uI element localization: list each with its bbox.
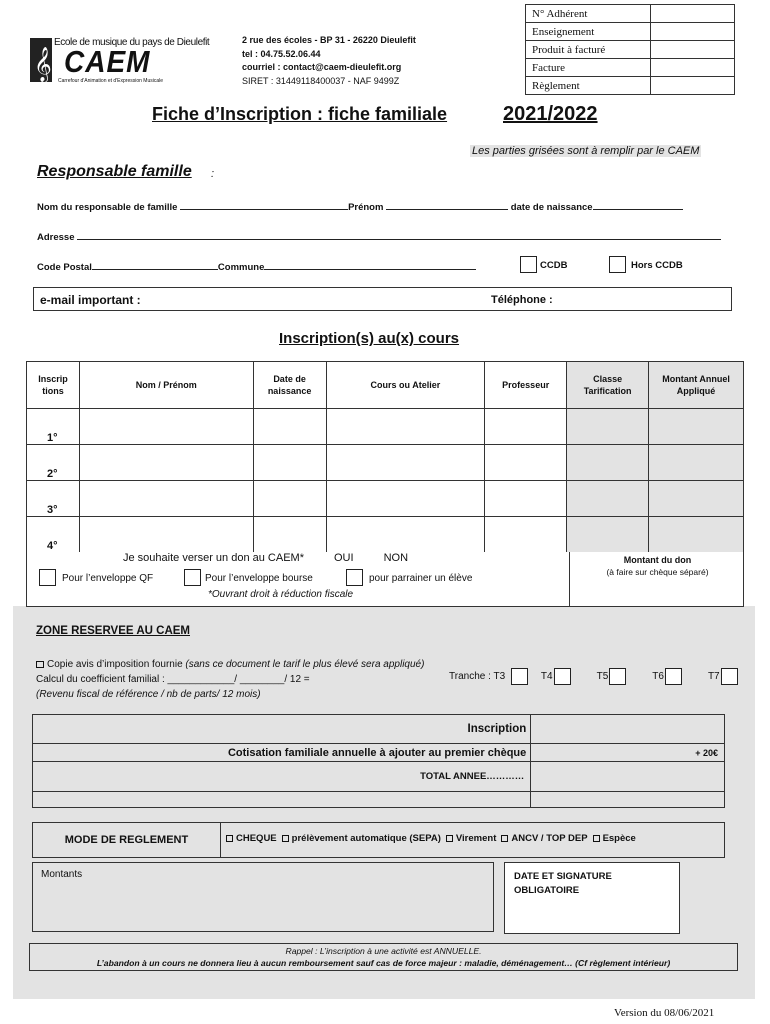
ccdb-checkbox[interactable] (520, 256, 537, 273)
table-cell[interactable] (485, 481, 567, 517)
admin-label: Règlement (526, 77, 651, 95)
admin-value (651, 5, 735, 23)
table-cell[interactable] (326, 481, 485, 517)
admin-value (651, 59, 735, 77)
tranche-label: T6 (652, 671, 664, 683)
row-nom: Nom du responsable de famille Prénom date de naissance (37, 200, 683, 213)
payment-modes (226, 833, 641, 844)
school-address: 2 rue des écoles - BP 31 - 26220 Dieulefit tel : 04.75.52.06.44 courriel : contact@caem-dieulefit.org SIRET : 31449118400037 - NAF 9499Z (242, 35, 416, 86)
admin-value (651, 41, 735, 59)
treble-clef-icon (30, 38, 54, 84)
admin-label: N° Adhérent (526, 5, 651, 23)
col-header: Inscrip tions (27, 362, 80, 409)
mode-label: Espèce (602, 833, 636, 844)
dob-field[interactable] (593, 200, 683, 210)
don-amount-cell (569, 552, 745, 606)
version-label: Version du 08/06/2021 (614, 1007, 715, 1019)
mode-checkbox[interactable] (501, 835, 508, 842)
prenom-field[interactable] (386, 200, 508, 210)
table-cell[interactable] (79, 445, 253, 481)
tranche-checkbox[interactable] (554, 668, 571, 685)
col-header: Cours ou Atelier (326, 362, 485, 409)
copie-row: Copie avis d’imposition fournie (sans ce document le tarif le plus élevé sera appliqué) (36, 659, 424, 670)
table-cell (567, 517, 649, 553)
tranche-checkbox[interactable] (609, 668, 626, 685)
hors-ccdb-checkbox[interactable] (609, 256, 626, 273)
row-number: 4° (27, 517, 80, 553)
logo-tagline: Carrefour d'Animation et d'Expression Musicale (58, 78, 164, 84)
admin-value (651, 23, 735, 41)
form-title: Fiche d’Inscription : fiche familiale (152, 104, 448, 124)
rappel-line2: L’abandon à un cours ne donnera lieu à aucun remboursement sauf cas de force majeur : maladie, déménagement… (Cf règlement intérieur) (96, 958, 671, 968)
blank-cell (33, 792, 531, 808)
ccdb-label: CCDB (540, 260, 568, 271)
mode-label: Virement (455, 833, 497, 844)
cotisation-value: + 20€ (531, 744, 725, 762)
mode-checkbox[interactable] (446, 835, 453, 842)
mode-label: prélèvement automatique (SEPA) (291, 833, 441, 844)
bourse-checkbox[interactable] (184, 569, 201, 586)
table-cell (567, 445, 649, 481)
inscriptions-table (26, 361, 744, 553)
table-cell[interactable] (253, 481, 326, 517)
table-cell[interactable] (253, 445, 326, 481)
blank-value (531, 792, 725, 808)
copie-checkbox[interactable] (36, 661, 44, 668)
qf-checkbox[interactable] (39, 569, 56, 586)
table-cell[interactable] (253, 409, 326, 445)
nom-field[interactable] (180, 200, 348, 210)
col-header: Nom / Prénom (79, 362, 253, 409)
row-number: 3° (27, 481, 80, 517)
mode-reglement-label: MODE DE REGLEMENT (33, 823, 221, 857)
table-cell (649, 409, 744, 445)
adresse-field[interactable] (77, 230, 721, 240)
don-non[interactable]: NON (383, 552, 409, 564)
table-cell[interactable] (79, 409, 253, 445)
logo-brand: CAEM (64, 44, 151, 79)
mode-reglement-box (32, 822, 725, 858)
inscription-label: Inscription (33, 715, 531, 744)
phone-label: Téléphone : (491, 294, 553, 306)
don-amount-label: Montant du don (623, 555, 692, 565)
mode-checkbox[interactable] (282, 835, 289, 842)
table-cell (649, 445, 744, 481)
col-header: Date de naissance (253, 362, 326, 409)
total-label: TOTAL ANNEE………… (33, 762, 531, 792)
mode-checkbox[interactable] (593, 835, 600, 842)
don-text: Je souhaite verser un don au CAEM* OUI NON (123, 552, 409, 564)
row-commune: Code Postal Commune (37, 260, 476, 273)
tranche-label: T7 (707, 671, 720, 683)
rappel-box (29, 943, 738, 971)
qf-label: Pour l’enveloppe QF (62, 573, 154, 584)
admin-label: Produit à facturé (526, 41, 651, 59)
table-cell[interactable] (326, 409, 485, 445)
heading-colon: : (211, 168, 215, 180)
caem-logo (30, 34, 210, 84)
zone-heading: ZONE RESERVEE AU CAEM (36, 625, 190, 637)
tranche-checkbox[interactable] (721, 668, 738, 685)
inscription-value[interactable] (531, 715, 725, 744)
totals-table (32, 714, 725, 808)
tranche-checkbox[interactable] (665, 668, 682, 685)
parrain-checkbox[interactable] (346, 569, 363, 586)
school-year: 2021/2022 (503, 103, 598, 125)
row-number: 1° (27, 409, 80, 445)
table-cell[interactable] (326, 445, 485, 481)
grey-note: Les parties grisées sont à remplir par le CAEM (472, 145, 700, 157)
admin-box (525, 4, 735, 95)
admin-value (651, 77, 735, 95)
email-field[interactable] (184, 291, 484, 308)
table-cell[interactable] (485, 517, 567, 553)
table-cell (567, 409, 649, 445)
t3-checkbox[interactable] (511, 668, 528, 685)
total-value[interactable] (531, 762, 725, 792)
table-cell (567, 481, 649, 517)
montants-label: Montants (41, 869, 83, 880)
hors-ccdb-label: Hors CCDB (631, 260, 683, 271)
admin-label: Enseignement (526, 23, 651, 41)
svg-text:𝄞: 𝄞 (34, 47, 52, 82)
bourse-label: Pour l’enveloppe bourse (205, 573, 313, 584)
table-cell[interactable] (79, 481, 253, 517)
calcul-row: Calcul du coefficient familial : ____________/ ________/ 12 = (36, 674, 310, 685)
signature-box[interactable] (504, 862, 680, 934)
parrain-label: pour parrainer un élève (369, 573, 473, 584)
mode-label: CHEQUE (236, 833, 277, 844)
row-adresse: Adresse (37, 230, 721, 243)
section-responsable-heading: Responsable famille (37, 163, 192, 180)
table-cell[interactable] (485, 409, 567, 445)
code-postal-field[interactable] (92, 260, 218, 270)
table-cell (649, 517, 744, 553)
revenu-row: (Revenu fiscal de référence / nb de parts/ 12 mois) (36, 689, 261, 700)
email-phone-box (33, 287, 732, 311)
mode-checkbox[interactable] (226, 835, 233, 842)
tranche-row: Tranche : T3 T4 T5 T6 T7 (449, 668, 764, 685)
col-header: Classe Tarification (567, 362, 649, 409)
commune-field[interactable] (264, 260, 476, 270)
col-header: Professeur (485, 362, 567, 409)
logo-school-name: Ecole de musique du pays de Dieulefit (54, 37, 210, 48)
don-oui[interactable]: OUI (334, 552, 354, 564)
don-amount-sub: (à faire sur chèque séparé) (606, 567, 709, 577)
table-cell[interactable] (79, 517, 253, 553)
email-label: e-mail important : (40, 293, 141, 307)
section-inscriptions-heading: Inscription(s) au(x) cours (279, 330, 460, 347)
mode-label: ANCV / TOP DEP (511, 833, 588, 844)
phone-field[interactable] (574, 291, 724, 308)
table-cell (649, 481, 744, 517)
table-cell[interactable] (253, 517, 326, 553)
rappel-line1: Rappel : L’inscription à une activité est ANNUELLE. (285, 946, 482, 956)
admin-label: Facture (526, 59, 651, 77)
signature-label: DATE ET SIGNATURE OBLIGATOIRE (514, 871, 612, 896)
don-area (26, 552, 744, 607)
tranche-label: T4 (540, 671, 553, 683)
tranche-label: T5 (596, 671, 609, 683)
cotisation-label: Cotisation familiale annuelle à ajouter au premier chèque (33, 744, 531, 762)
table-cell[interactable] (485, 445, 567, 481)
col-header: Montant Annuel Appliqué (649, 362, 744, 409)
fiscal-note: *Ouvrant droit à réduction fiscale (208, 589, 354, 600)
montants-box[interactable] (32, 862, 494, 932)
table-cell[interactable] (326, 517, 485, 553)
row-number: 2° (27, 445, 80, 481)
